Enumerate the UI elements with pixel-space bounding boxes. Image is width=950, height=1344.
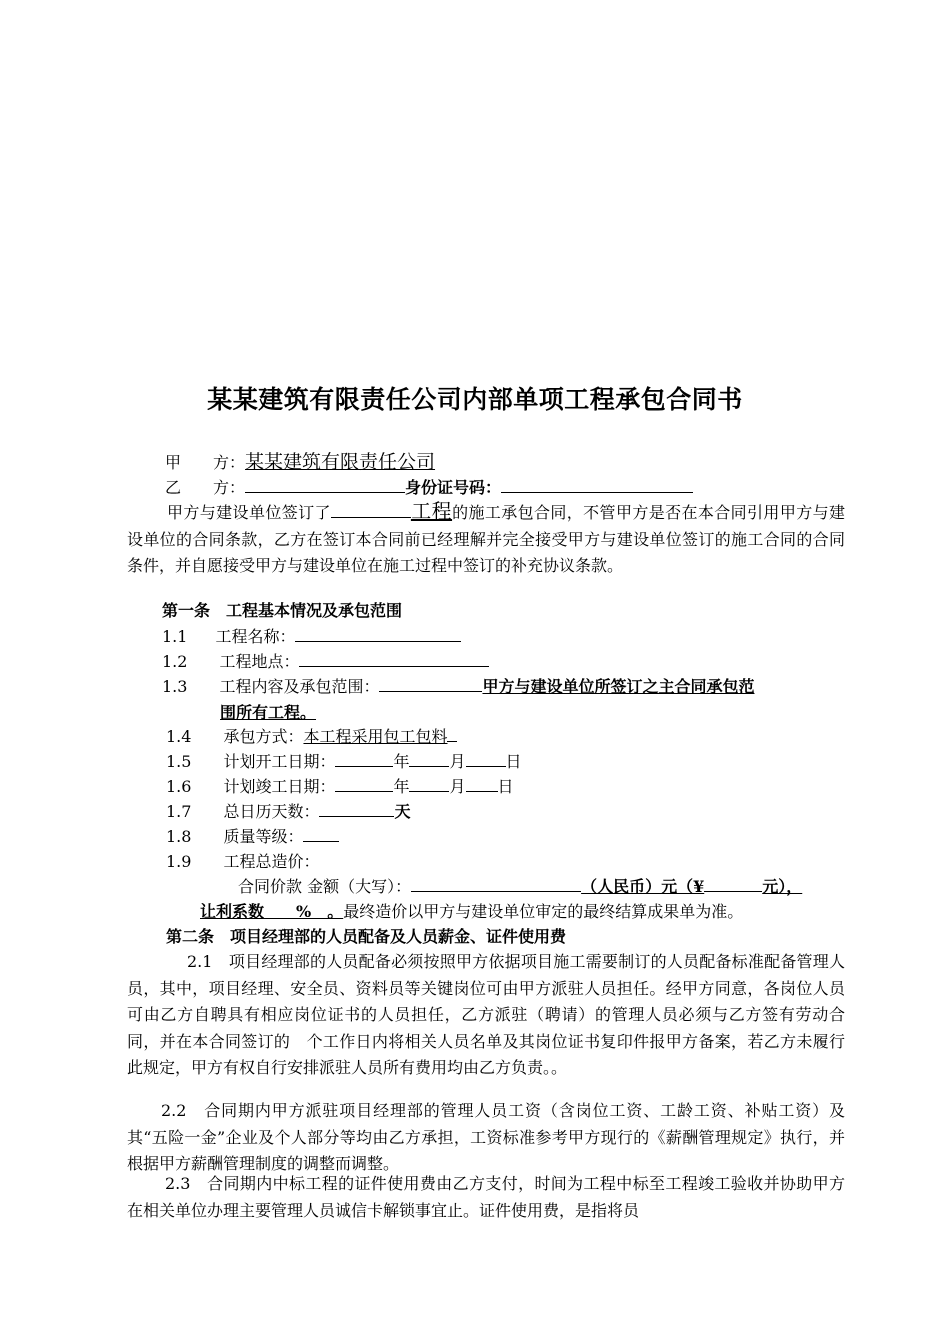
item-number: 1.4 <box>166 727 192 746</box>
item-label: 质量等级： <box>223 827 304 846</box>
days-unit: 天 <box>394 802 411 821</box>
end-day-blank <box>466 775 498 792</box>
discount-text: 最终造价以甲方与建设单位审定的最终结算成果单为准。 <box>343 902 744 921</box>
year-label: 年 <box>393 752 410 771</box>
year-label: 年 <box>393 777 410 796</box>
day-label: 日 <box>497 777 514 796</box>
intro-project-word: 工程 <box>410 499 453 523</box>
item-number: 1.9 <box>166 852 192 871</box>
scope-value: 甲方与建设单位所签订之主合同承包范 <box>482 677 755 696</box>
party-b-blank <box>245 476 405 493</box>
item-number: 1.5 <box>166 752 192 771</box>
month-label: 月 <box>449 752 466 771</box>
item-1-2 <box>162 649 489 675</box>
party-b-label: 乙 方： <box>165 478 246 497</box>
scope-value-cont: 围所有工程。 <box>220 703 317 722</box>
intro-text-a: 甲方与建设单位签订了 <box>167 503 331 522</box>
item-1-6 <box>166 774 514 800</box>
item-number: 1.1 <box>162 627 188 646</box>
item-label: 工程地点： <box>219 652 300 671</box>
quality-blank <box>303 825 339 842</box>
end-month-blank <box>409 775 449 792</box>
item-number: 1.6 <box>166 777 192 796</box>
item-label: 工程名称： <box>215 627 296 646</box>
project-blank <box>331 501 411 518</box>
party-a-label: 甲 方： <box>165 453 246 472</box>
document-title: 某某建筑有限责任公司内部单项工程承包合同书 <box>207 385 743 414</box>
party-a-row <box>165 449 435 476</box>
item-number: 1.2 <box>162 652 188 671</box>
contract-price-row <box>238 874 802 900</box>
start-year-blank <box>335 750 393 767</box>
item-label: 计划竣工日期： <box>223 777 336 796</box>
item-number: 1.7 <box>166 802 192 821</box>
article-2-heading: 第二条 项目经理部的人员配备及人员薪金、证件使用费 <box>166 927 567 946</box>
contract-mode-value: 本工程采用包工包料 <box>303 727 448 746</box>
price-rmb-label: （人民币）元（¥ <box>581 877 705 896</box>
price-label: 合同价款 金额（大写）： <box>238 877 412 896</box>
item-number: 1.3 <box>162 677 188 696</box>
discount-label: 让利系数 % 。 <box>200 902 344 921</box>
clause-2-3: 2.3 合同期内中标工程的证件使用费由乙方支付，时间为工程中标至工程竣工验收并协助甲方在相关单位办理主要管理人员诚信卡解锁事宜止。证件使用费，是指将员 <box>127 1174 845 1220</box>
item-label: 工程总造价： <box>223 852 320 871</box>
item-1-8 <box>166 824 339 850</box>
price-number-blank <box>704 875 762 892</box>
item-1-7 <box>166 799 410 825</box>
intro-text-b: 的施工承包合同，不管甲方是否在本合同引用甲方与建设单位的合同条款，乙方在签订本合同前已经理解并完全接受甲方与建设单位签订的施工合同的合同条件，并自愿接受甲方与建设单位在施工过程中签订的补充协议条款。 <box>127 503 845 575</box>
article-1-heading: 第一条 工程基本情况及承包范围 <box>162 601 403 620</box>
item-1-4 <box>166 724 457 750</box>
item-1-1 <box>162 624 461 650</box>
start-month-blank <box>409 750 449 767</box>
party-a-name: 某某建筑有限责任公司 <box>245 451 436 473</box>
item-label: 计划开工日期： <box>223 752 336 771</box>
item-label: 总日历天数： <box>223 802 320 821</box>
intro-paragraph <box>127 498 845 580</box>
id-number-blank <box>501 476 693 493</box>
project-name-blank <box>295 625 461 642</box>
scope-blank <box>379 675 482 692</box>
day-label: 日 <box>505 752 522 771</box>
price-words-blank <box>411 875 581 892</box>
item-label: 工程内容及承包范围： <box>219 677 380 696</box>
item-1-3 <box>162 674 754 700</box>
item-1-5 <box>166 749 522 775</box>
discount-row <box>200 899 743 925</box>
project-location-blank <box>299 650 489 667</box>
item-number: 1.8 <box>166 827 192 846</box>
item-1-9 <box>166 849 319 875</box>
clause-2-1: 2.1 项目经理部的人员配备必须按照甲方依据项目施工需要制订的人员配备标准配备管理人员，其中，项目经理、安全员、资料员等关键岗位可由甲方派驻人员担任。经甲方同意，各岗位人员可由乙方自聘具有相应岗位证书的人员担任，乙方派驻（聘请）的管理人员必须与乙方签有劳动合同，并在本合同签订的 个工作日内将相关人员名单及其岗位证书复印件报甲方备案，若乙方未履行此规定，甲方有权自行安排派驻人员所有费用均由乙方负责。。 <box>127 952 845 1077</box>
contract-mode-tail <box>447 725 457 742</box>
end-year-blank <box>335 775 393 792</box>
days-blank <box>319 800 394 817</box>
price-yuan-label: 元）， <box>762 877 803 896</box>
item-label: 承包方式： <box>223 727 304 746</box>
month-label: 月 <box>449 777 466 796</box>
clause-2-2: 2.2 合同期内甲方派驻项目经理部的管理人员工资（含岗位工资、工龄工资、补贴工资）及其“五险一金”企业及个人部分等均由乙方承担，工资标准参考甲方现行的《薪酬管理规定》执行，并根据甲方薪酬管理制度的调整而调整。 <box>127 1101 845 1173</box>
start-day-blank <box>466 750 506 767</box>
id-number-label: 身份证号码： <box>405 478 502 497</box>
